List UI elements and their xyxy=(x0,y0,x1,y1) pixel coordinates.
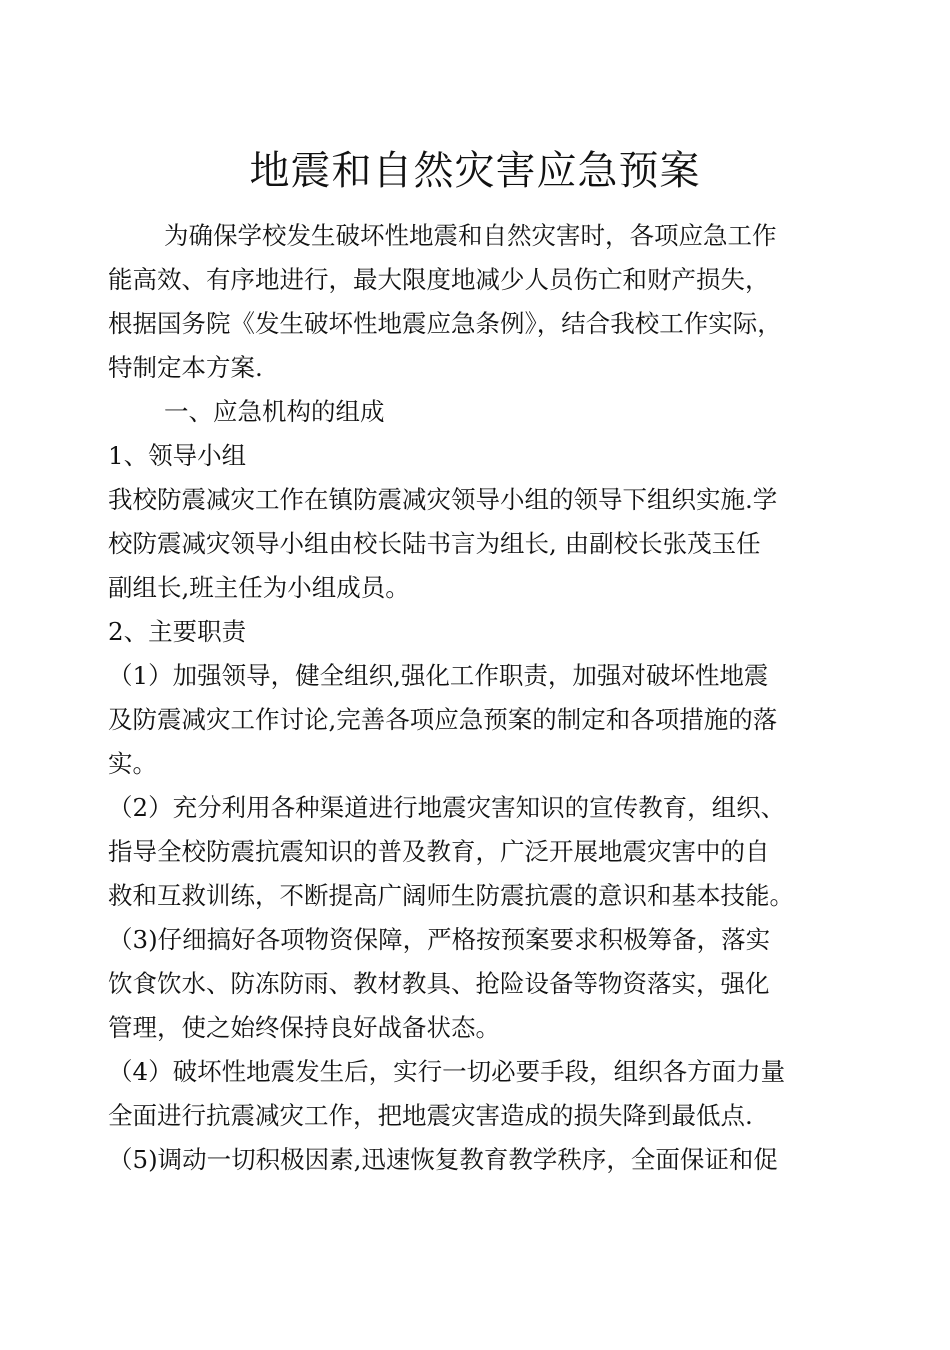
list-item-line: （4）破坏性地震发生后，实行一切必要手段，组织各方面力量 xyxy=(108,1057,786,1086)
section-heading: 一、应急机构的组成 xyxy=(164,397,385,426)
paragraph-line: 我校防震减灾工作在镇防震减灾领导小组的领导下组织实施.学 xyxy=(108,485,778,514)
list-item-line: （1）加强领导，健全组织,强化工作职责，加强对破坏性地震 xyxy=(108,661,769,690)
list-item-line: 饮食饮水、防冻防雨、教材教具、抢险设备等物资落实，强化 xyxy=(108,969,770,998)
list-item-line: 及防震减灾工作讨论,完善各项应急预案的制定和各项措施的落 xyxy=(108,705,778,734)
subsection-heading: 2、主要职责 xyxy=(108,617,247,646)
list-item-line: （2）充分利用各种渠道进行地震灾害知识的宣传教育，组织、 xyxy=(108,793,786,822)
paragraph-line: 为确保学校发生破坏性地震和自然灾害时，各项应急工作 xyxy=(164,221,777,250)
list-item-line: 实。 xyxy=(108,749,157,778)
paragraph-line: 能高效、有序地进行，最大限度地减少人员伤亡和财产损失， xyxy=(108,265,770,294)
paragraph-line: 副组长,班主任为小组成员。 xyxy=(108,573,410,602)
list-item-line: 指导全校防震抗震知识的普及教育，广泛开展地震灾害中的自 xyxy=(108,837,770,866)
list-item-line: 全面进行抗震减灾工作，把地震灾害造成的损失降到最低点. xyxy=(108,1101,753,1130)
paragraph-line: 校防震减灾领导小组由校长陆书言为组长, 由副校长张茂玉任 xyxy=(108,529,761,558)
paragraph-line: 特制定本方案. xyxy=(108,353,263,382)
document-body xyxy=(108,214,858,1182)
document-title: 地震和自然灾害应急预案 xyxy=(249,148,701,194)
list-item-line: 管理，使之始终保持良好战备状态。 xyxy=(108,1013,500,1042)
list-item-line: 救和互救训练，不断提高广阔师生防震抗震的意识和基本技能。 xyxy=(108,881,794,910)
list-item-line: （3)仔细搞好各项物资保障，严格按预案要求积极筹备，落实 xyxy=(108,925,771,954)
list-item-line: （5)调动一切积极因素,迅速恢复教育教学秩序，全面保证和促 xyxy=(108,1145,778,1174)
subsection-heading: 1、领导小组 xyxy=(108,441,247,470)
paragraph-line: 根据国务院《发生破坏性地震应急条例》，结合我校工作实际， xyxy=(108,309,782,338)
